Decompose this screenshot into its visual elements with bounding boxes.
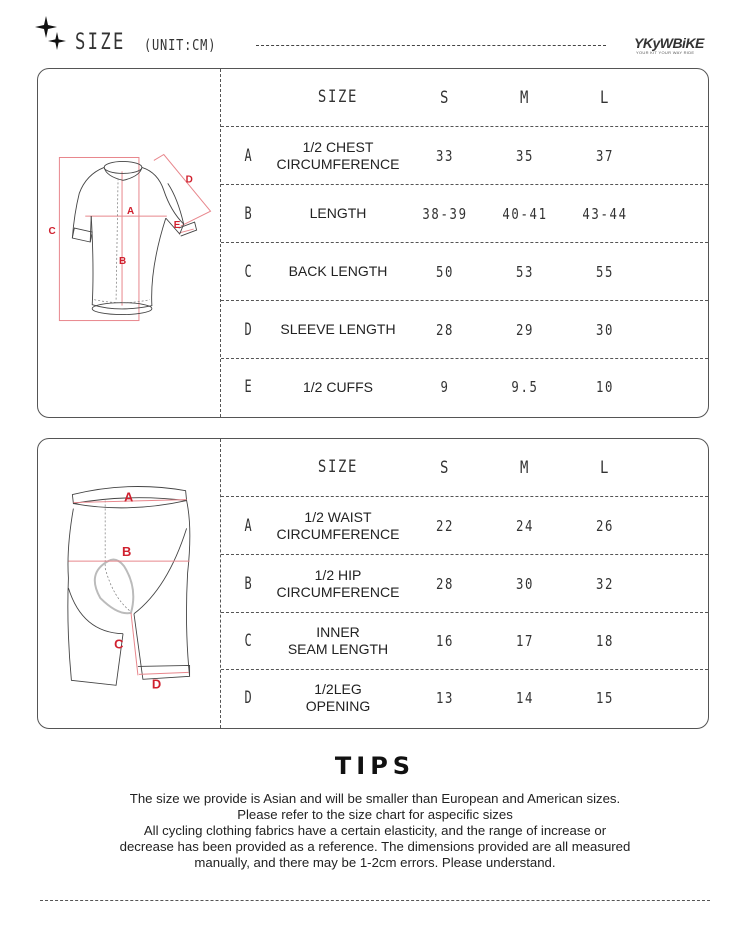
label-c: C [48, 226, 56, 238]
unit-label: (UNIT:CM) [144, 36, 217, 54]
value-m: 17 [515, 632, 535, 650]
value-m: 24 [515, 516, 535, 535]
value-s: 50 [435, 262, 455, 281]
value-m: 30 [515, 574, 535, 593]
measure-c-frame [59, 157, 139, 320]
table-row [221, 497, 708, 555]
measurement-name: INNER SEAM LENGTH [287, 624, 389, 657]
row-letter: E [244, 377, 252, 397]
value-s: 16 [435, 632, 455, 650]
brand-logo: YKyWBiKE [634, 35, 704, 51]
tips-title: TIPS [334, 752, 416, 780]
tips-body [60, 791, 690, 871]
value-s: 28 [435, 320, 455, 339]
label-e: E [173, 220, 181, 232]
size-s-header: S [439, 457, 451, 478]
label-c: C [114, 636, 124, 652]
measurement-name: BACK LENGTH [288, 263, 388, 279]
jersey-diagram [38, 69, 220, 417]
table-row [221, 613, 708, 670]
tips-line: decrease has been provided as a reference. The dimensions provided are all measured [119, 839, 631, 854]
row-letter: A [244, 515, 252, 536]
label-a: A [127, 206, 135, 218]
value-s: 9 [440, 378, 450, 396]
brand-tagline: YOUR KIT YOUR WAY RIDE [636, 50, 695, 55]
size-header: SIZE [317, 87, 359, 107]
shorts-diagram [38, 439, 220, 728]
measurement-name: LENGTH [309, 205, 367, 221]
value-s: 22 [435, 516, 455, 535]
tips-line: Please refer to the size chart for aspecific sizes [237, 807, 513, 822]
table-header-row [221, 439, 708, 497]
size-l-header: L [599, 457, 611, 478]
table-row [221, 359, 708, 415]
shorts-size-card [37, 438, 709, 729]
tips-line: manually, and there may be 1-2cm errors. Please understand. [194, 855, 556, 870]
value-m: 53 [515, 262, 535, 281]
label-a: A [124, 489, 134, 505]
measurement-name: SLEEVE LENGTH [280, 321, 396, 337]
measure-d-line [139, 672, 189, 674]
value-s: 28 [435, 574, 455, 593]
row-letter: A [244, 145, 252, 166]
header [0, 0, 750, 65]
label-b: B [122, 544, 132, 560]
table-header-row [221, 69, 708, 127]
measure-d-line [154, 155, 211, 227]
tips-line: All cycling clothing fabrics have a certain elasticity, and the range of increase or [143, 823, 607, 838]
header-divider [256, 45, 606, 46]
value-l: 55 [595, 262, 615, 281]
row-letter: B [244, 573, 252, 594]
table-row [221, 555, 708, 613]
measurement-name: 1/2LEG OPENING [305, 681, 371, 714]
value-l: 15 [595, 689, 615, 707]
row-letter: D [244, 688, 252, 708]
table-row [221, 185, 708, 243]
value-l: 18 [595, 632, 615, 650]
value-l: 30 [595, 320, 615, 339]
value-s: 13 [435, 689, 455, 707]
chamois-pad [95, 559, 134, 613]
size-header: SIZE [317, 457, 359, 477]
measurement-name: 1/2 WAIST CIRCUMFERENCE [276, 508, 400, 542]
label-b: B [119, 255, 127, 267]
size-l-header: L [599, 87, 611, 108]
value-m: 9.5 [511, 378, 539, 396]
shorts-size-table [221, 439, 708, 726]
value-s: 38-39 [422, 204, 468, 223]
measure-c-line [131, 613, 138, 676]
row-letter: C [244, 261, 252, 282]
size-s-header: S [439, 87, 451, 108]
sparkle-icon [34, 14, 70, 54]
value-s: 33 [435, 146, 455, 165]
page-title: SIZE [75, 30, 126, 55]
value-l: 26 [595, 516, 615, 535]
value-l: 37 [595, 146, 615, 165]
footer-divider [40, 900, 710, 901]
value-m: 29 [515, 320, 535, 339]
measurement-name: 1/2 CUFFS [302, 378, 373, 395]
table-row [221, 301, 708, 359]
value-l: 10 [595, 378, 615, 396]
jersey-size-table [221, 69, 708, 415]
value-l: 43-44 [582, 204, 628, 223]
value-m: 14 [515, 689, 535, 707]
table-row [221, 243, 708, 301]
measurement-name: 1/2 CHEST CIRCUMFERENCE [276, 138, 400, 172]
size-m-header: M [519, 87, 531, 108]
jersey-size-card [37, 68, 709, 418]
table-row [221, 127, 708, 185]
row-letter: D [244, 319, 252, 340]
measurement-name: 1/2 HIP CIRCUMFERENCE [276, 566, 400, 600]
value-m: 40-41 [502, 204, 548, 223]
row-letter: C [244, 631, 252, 651]
value-l: 32 [595, 574, 615, 593]
value-m: 35 [515, 146, 535, 165]
label-d: D [151, 676, 162, 692]
row-letter: B [244, 203, 252, 224]
size-m-header: M [519, 457, 531, 478]
table-row [221, 670, 708, 726]
label-d: D [185, 174, 193, 186]
tips-line: The size we provide is Asian and will be smaller than European and American sizes. [129, 791, 621, 806]
